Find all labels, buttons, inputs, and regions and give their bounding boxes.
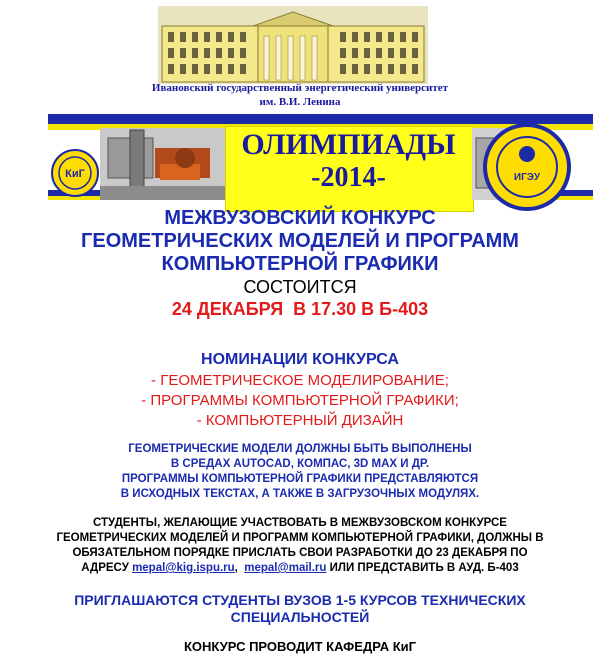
- mechanical-parts-image: [100, 128, 225, 200]
- participation-line: СТУДЕНТЫ, ЖЕЛАЮЩИЕ УЧАСТВОВАТЬ В МЕЖВУЗОВСКОМ КОНКУРСЕ: [93, 517, 507, 529]
- contest-title-line-2: ГЕОМЕТРИЧЕСКИХ МОДЕЛЕЙ И ПРОГРАММ: [81, 230, 519, 252]
- organizer: КОНКУРС ПРОВОДИТ КАФЕДРА КиГ: [183, 639, 417, 654]
- email-link-kig[interactable]: mepal@kig.ispu.ru: [132, 562, 235, 574]
- participation-line: ГЕОМЕТРИЧЕСКИХ МОДЕЛЕЙ И ПРОГРАММ КОМПЬЮТЕРНОЙ ГРАФИКИ, ДОЛЖНЫ В: [56, 532, 544, 544]
- email-separator: ,: [234, 562, 245, 574]
- ispu-university-logo: [482, 122, 572, 212]
- olympiad-year: -2014-: [311, 162, 386, 193]
- svg-text:КиГ: КиГ: [65, 168, 85, 180]
- will-take-place: СОСТОИТСЯ: [243, 277, 357, 297]
- invitation-line: СПЕЦИАЛЬНОСТЕЙ: [230, 609, 370, 625]
- nomination-item: - ГЕОМЕТРИЧЕСКОЕ МОДЕЛИРОВАНИЕ;: [151, 372, 449, 389]
- svg-text:ИГЭУ: ИГЭУ: [513, 172, 541, 183]
- contest-title-line-3: КОМПЬЮТЕРНОЙ ГРАФИКИ: [161, 253, 439, 275]
- nomination-item: - ПРОГРАММЫ КОМПЬЮТЕРНОЙ ГРАФИКИ;: [141, 392, 459, 409]
- nominations-heading: НОМИНАЦИИ КОНКУРСА: [201, 351, 399, 368]
- contest-title-line-1: МЕЖВУЗОВСКИЙ КОНКУРС: [164, 207, 436, 229]
- university-name: Ивановский государственный энергетический университет: [151, 82, 449, 94]
- email-link-mail[interactable]: mepal@mail.ru: [244, 562, 327, 574]
- kig-department-logo: [50, 148, 100, 198]
- university-building-image: [158, 6, 428, 84]
- university-named-after: им. В.И. Ленина: [259, 96, 341, 108]
- contest-date: 24 ДЕКАБРЯ В 17.30 В Б-403: [171, 299, 429, 319]
- address-prefix: АДРЕСУ: [81, 562, 133, 574]
- olympiad-title: ОЛИМПИАДЫ: [241, 128, 456, 161]
- requirements-line: ГЕОМЕТРИЧЕСКИЕ МОДЕЛИ ДОЛЖНЫ БЫТЬ ВЫПОЛНЕНЫ: [128, 443, 472, 455]
- requirements-line: ПРОГРАММЫ КОМПЬЮТЕРНОЙ ГРАФИКИ ПРЕДСТАВЛЯЮТСЯ: [121, 473, 479, 485]
- participation-line: ОБЯЗАТЕЛЬНОМ ПОРЯДКЕ ПРИСЛАТЬ СВОИ РАЗРАБОТКИ ДО 23 ДЕКАБРЯ ПО: [72, 547, 528, 559]
- requirements-line: В ИСХОДНЫХ ТЕКСТАХ, А ТАКЖЕ В ЗАГРУЗОЧНЫХ МОДУЛЯХ.: [120, 488, 480, 500]
- participation-address-line: [0, 562, 600, 574]
- nomination-item: - КОМПЬЮТЕРНЫЙ ДИЗАЙН: [196, 412, 404, 429]
- invitation-line: ПРИГЛАШАЮТСЯ СТУДЕНТЫ ВУЗОВ 1-5 КУРСОВ ТЕХНИЧЕСКИХ: [74, 592, 526, 608]
- requirements-line: В СРЕДАХ AUTOCAD, КОМПАС, 3D MAX И ДР.: [170, 458, 430, 470]
- address-suffix: ИЛИ ПРЕДСТАВИТЬ В АУД. Б-403: [326, 562, 519, 574]
